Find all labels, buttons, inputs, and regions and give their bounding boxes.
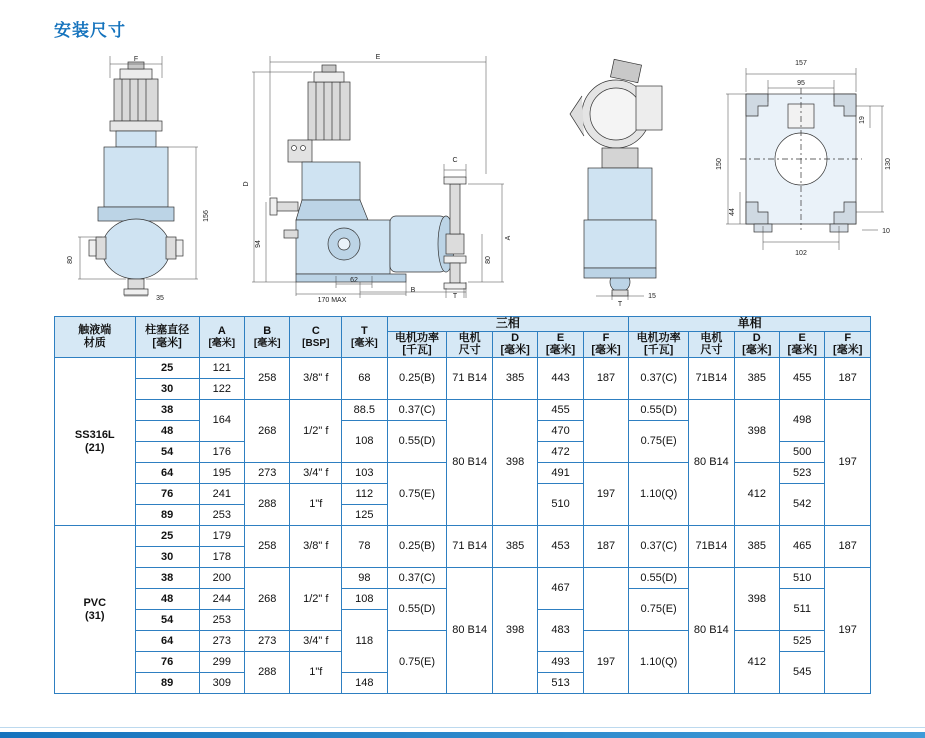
cell-t: 108 xyxy=(342,421,387,463)
cell-3ph-d: 398 xyxy=(492,400,537,526)
svg-text:102: 102 xyxy=(795,250,807,257)
svg-text:80: 80 xyxy=(67,256,74,264)
header-three-phase: 三相 xyxy=(387,317,629,332)
cell-b: 273 xyxy=(245,631,290,652)
cell-a: 122 xyxy=(199,379,244,400)
svg-text:E: E xyxy=(375,54,381,61)
cell-1ph-size: 71B14 xyxy=(689,358,734,400)
cell-1ph-e: 465 xyxy=(780,526,825,568)
cell-1ph-size: 80 B14 xyxy=(689,568,734,694)
cell-a: 176 xyxy=(199,442,244,463)
header-1ph-motor-size: 电机 尺寸 xyxy=(689,331,734,357)
cell-1ph-d: 385 xyxy=(734,526,779,568)
table-row xyxy=(55,526,871,547)
cell-3ph-power: 0.37(C) xyxy=(387,400,447,421)
cell-3ph-size: 80 B14 xyxy=(447,400,492,526)
cell-a: 121 xyxy=(199,358,244,379)
spec-table xyxy=(54,316,871,694)
cell-c: 1/2" f xyxy=(290,400,342,463)
cell-a: 253 xyxy=(199,505,244,526)
cell-1ph-f: 187 xyxy=(825,358,871,400)
cell-3ph-e: 455 xyxy=(538,400,583,421)
cell-1ph-d: 398 xyxy=(734,400,779,463)
header-1ph-f: F [毫米] xyxy=(825,331,871,357)
cell-3ph-e: 510 xyxy=(538,484,583,526)
svg-text:157: 157 xyxy=(795,60,807,67)
header-3ph-e: E [毫米] xyxy=(538,331,583,357)
cell-a: 253 xyxy=(199,610,244,631)
cell-1ph-d: 412 xyxy=(734,463,779,526)
cell-b: 288 xyxy=(245,652,290,694)
cell-3ph-f xyxy=(583,568,628,631)
cell-3ph-power: 0.75(E) xyxy=(387,631,447,694)
cell-t: 148 xyxy=(342,673,387,694)
cell-plunger-diameter: 76 xyxy=(135,652,199,673)
cell-plunger-diameter: 48 xyxy=(135,589,199,610)
cell-3ph-size: 80 B14 xyxy=(447,568,492,694)
svg-text:95: 95 xyxy=(797,80,805,87)
cell-3ph-size: 71 B14 xyxy=(447,358,492,400)
svg-text:150: 150 xyxy=(716,158,723,170)
cell-3ph-e: 467 xyxy=(538,568,583,610)
cell-1ph-e: 525 xyxy=(780,631,825,652)
header-3ph-motor-power: 电机功率 [千瓦] xyxy=(387,331,447,357)
cell-1ph-e: 511 xyxy=(780,589,825,631)
cell-a: 195 xyxy=(199,463,244,484)
cell-1ph-e: 523 xyxy=(780,463,825,484)
cell-a: 299 xyxy=(199,652,244,673)
cell-1ph-power: 0.55(D) xyxy=(629,400,689,421)
cell-3ph-power: 0.25(B) xyxy=(387,526,447,568)
cell-plunger-diameter: 54 xyxy=(135,442,199,463)
cell-3ph-f: 187 xyxy=(583,526,628,568)
page-title: 安装尺寸 xyxy=(54,21,126,40)
cell-plunger-diameter: 76 xyxy=(135,484,199,505)
header-c: C [BSP] xyxy=(290,317,342,358)
svg-text:T: T xyxy=(617,301,623,308)
cell-3ph-e: 443 xyxy=(538,358,583,400)
cell-1ph-e: 500 xyxy=(780,442,825,463)
cell-t: 112 xyxy=(342,484,387,505)
header-1ph-e: E [毫米] xyxy=(780,331,825,357)
cell-a: 244 xyxy=(199,589,244,610)
cell-3ph-power: 0.55(D) xyxy=(387,589,447,631)
cell-c: 3/4" f xyxy=(290,463,342,484)
cell-3ph-f: 187 xyxy=(583,358,628,400)
cell-1ph-e: 455 xyxy=(780,358,825,400)
svg-text:19: 19 xyxy=(859,116,866,124)
header-plunger-diameter: 柱塞直径 [毫米] xyxy=(135,317,199,358)
cell-plunger-diameter: 48 xyxy=(135,421,199,442)
cell-t: 88.5 xyxy=(342,400,387,421)
cell-3ph-f: 197 xyxy=(583,463,628,526)
cell-3ph-d: 385 xyxy=(492,358,537,400)
cell-3ph-f: 197 xyxy=(583,631,628,694)
svg-text:T: T xyxy=(452,293,458,300)
cell-1ph-power: 0.75(E) xyxy=(629,589,689,631)
table-row xyxy=(55,358,871,379)
cell-material: SS316L (21) xyxy=(55,358,136,526)
cell-t: 68 xyxy=(342,358,387,400)
cell-plunger-diameter: 64 xyxy=(135,463,199,484)
cell-material: PVC (31) xyxy=(55,526,136,694)
cell-1ph-power: 0.37(C) xyxy=(629,526,689,568)
cell-a: 273 xyxy=(199,631,244,652)
cell-plunger-diameter: 89 xyxy=(135,505,199,526)
cell-a: 241 xyxy=(199,484,244,505)
cell-3ph-d: 385 xyxy=(492,526,537,568)
cell-plunger-diameter: 30 xyxy=(135,379,199,400)
cell-t: 98 xyxy=(342,568,387,589)
cell-plunger-diameter: 38 xyxy=(135,568,199,589)
cell-c: 1"f xyxy=(290,484,342,526)
cell-c: 3/8" f xyxy=(290,526,342,568)
cell-1ph-e: 542 xyxy=(780,484,825,526)
cell-1ph-f: 197 xyxy=(825,568,871,694)
cell-b: 258 xyxy=(245,358,290,400)
side-view-drawing xyxy=(240,44,530,304)
cell-c: 1/2" f xyxy=(290,568,342,631)
cell-b: 268 xyxy=(245,568,290,631)
cell-plunger-diameter: 54 xyxy=(135,610,199,631)
specification-table xyxy=(54,316,871,694)
cell-1ph-d: 385 xyxy=(734,358,779,400)
cell-c: 3/4" f xyxy=(290,631,342,652)
cell-plunger-diameter: 25 xyxy=(135,526,199,547)
header-single-phase: 单相 xyxy=(629,317,871,332)
cell-t: 125 xyxy=(342,505,387,526)
cell-t: 103 xyxy=(342,463,387,484)
cell-c: 3/8" f xyxy=(290,358,342,400)
cell-1ph-size: 80 B14 xyxy=(689,400,734,526)
cell-plunger-diameter: 30 xyxy=(135,547,199,568)
cell-c: 1"f xyxy=(290,652,342,694)
svg-text:15: 15 xyxy=(648,293,656,300)
svg-text:62: 62 xyxy=(350,277,358,284)
cell-plunger-diameter: 38 xyxy=(135,400,199,421)
table-row xyxy=(55,400,871,421)
cell-b: 273 xyxy=(245,463,290,484)
cell-b: 268 xyxy=(245,400,290,463)
cell-3ph-e: 483 xyxy=(538,610,583,652)
svg-text:156: 156 xyxy=(203,210,210,222)
cell-3ph-size: 71 B14 xyxy=(447,526,492,568)
svg-text:C: C xyxy=(452,157,458,164)
cell-3ph-d: 398 xyxy=(492,568,537,694)
cell-plunger-diameter: 64 xyxy=(135,631,199,652)
svg-text:80: 80 xyxy=(485,256,492,264)
header-a: A [毫米] xyxy=(199,317,244,358)
base-plate-drawing xyxy=(712,44,912,299)
cell-3ph-e: 493 xyxy=(538,652,583,673)
cell-3ph-e: 513 xyxy=(538,673,583,694)
cell-3ph-power: 0.25(B) xyxy=(387,358,447,400)
table-body xyxy=(55,358,871,694)
svg-text:F: F xyxy=(133,56,139,63)
svg-text:D: D xyxy=(243,181,250,187)
cell-b: 258 xyxy=(245,526,290,568)
cell-a: 178 xyxy=(199,547,244,568)
svg-text:35: 35 xyxy=(156,295,164,302)
header-3ph-f: F [毫米] xyxy=(583,331,628,357)
cell-1ph-size: 71B14 xyxy=(689,526,734,568)
cell-1ph-f: 197 xyxy=(825,400,871,526)
header-1ph-d: D [毫米] xyxy=(734,331,779,357)
cell-a: 179 xyxy=(199,526,244,547)
header-1ph-motor-power: 电机功率 [千瓦] xyxy=(629,331,689,357)
table-header-row-1 xyxy=(55,317,871,332)
svg-text:44: 44 xyxy=(729,208,736,216)
cell-3ph-power: 0.37(C) xyxy=(387,568,447,589)
cell-plunger-diameter: 89 xyxy=(135,673,199,694)
drawings-panel xyxy=(0,44,925,308)
cell-1ph-e: 498 xyxy=(780,400,825,442)
cell-plunger-diameter: 25 xyxy=(135,358,199,379)
header-b: B [毫米] xyxy=(245,317,290,358)
svg-text:170 MAX: 170 MAX xyxy=(317,297,347,304)
cell-a: 200 xyxy=(199,568,244,589)
cell-a: 164 xyxy=(199,400,244,442)
cell-b: 288 xyxy=(245,484,290,526)
cell-1ph-e: 545 xyxy=(780,652,825,694)
svg-text:94: 94 xyxy=(255,240,262,248)
cell-t: 108 xyxy=(342,589,387,610)
cell-3ph-e: 453 xyxy=(538,526,583,568)
cell-3ph-power: 0.55(D) xyxy=(387,421,447,463)
cell-t: 78 xyxy=(342,526,387,568)
cell-1ph-power: 1.10(Q) xyxy=(629,631,689,694)
cell-1ph-power: 0.37(C) xyxy=(629,358,689,400)
header-material: 触液端 材质 xyxy=(55,317,136,358)
cell-1ph-power: 1.10(Q) xyxy=(629,463,689,526)
footer-bar xyxy=(0,732,925,738)
rear-view-drawing xyxy=(540,44,700,308)
cell-3ph-e: 472 xyxy=(538,442,583,463)
cell-3ph-e: 470 xyxy=(538,421,583,442)
header-3ph-motor-size: 电机 尺寸 xyxy=(447,331,492,357)
svg-text:A: A xyxy=(505,235,512,241)
cell-t: 118 xyxy=(342,610,387,673)
front-view-drawing xyxy=(56,44,231,302)
table-row xyxy=(55,568,871,589)
cell-1ph-d: 398 xyxy=(734,568,779,631)
svg-text:B: B xyxy=(410,287,416,294)
cell-1ph-power: 0.55(D) xyxy=(629,568,689,589)
cell-1ph-e: 510 xyxy=(780,568,825,589)
svg-text:10: 10 xyxy=(882,228,890,235)
cell-1ph-d: 412 xyxy=(734,631,779,694)
header-t: T [毫米] xyxy=(342,317,387,358)
header-3ph-d: D [毫米] xyxy=(492,331,537,357)
svg-text:130: 130 xyxy=(885,158,892,170)
cell-3ph-power: 0.75(E) xyxy=(387,463,447,526)
cell-1ph-f: 187 xyxy=(825,526,871,568)
cell-a: 309 xyxy=(199,673,244,694)
footer-divider xyxy=(0,727,925,728)
cell-3ph-f xyxy=(583,400,628,463)
cell-3ph-e: 491 xyxy=(538,463,583,484)
cell-1ph-power: 0.75(E) xyxy=(629,421,689,463)
